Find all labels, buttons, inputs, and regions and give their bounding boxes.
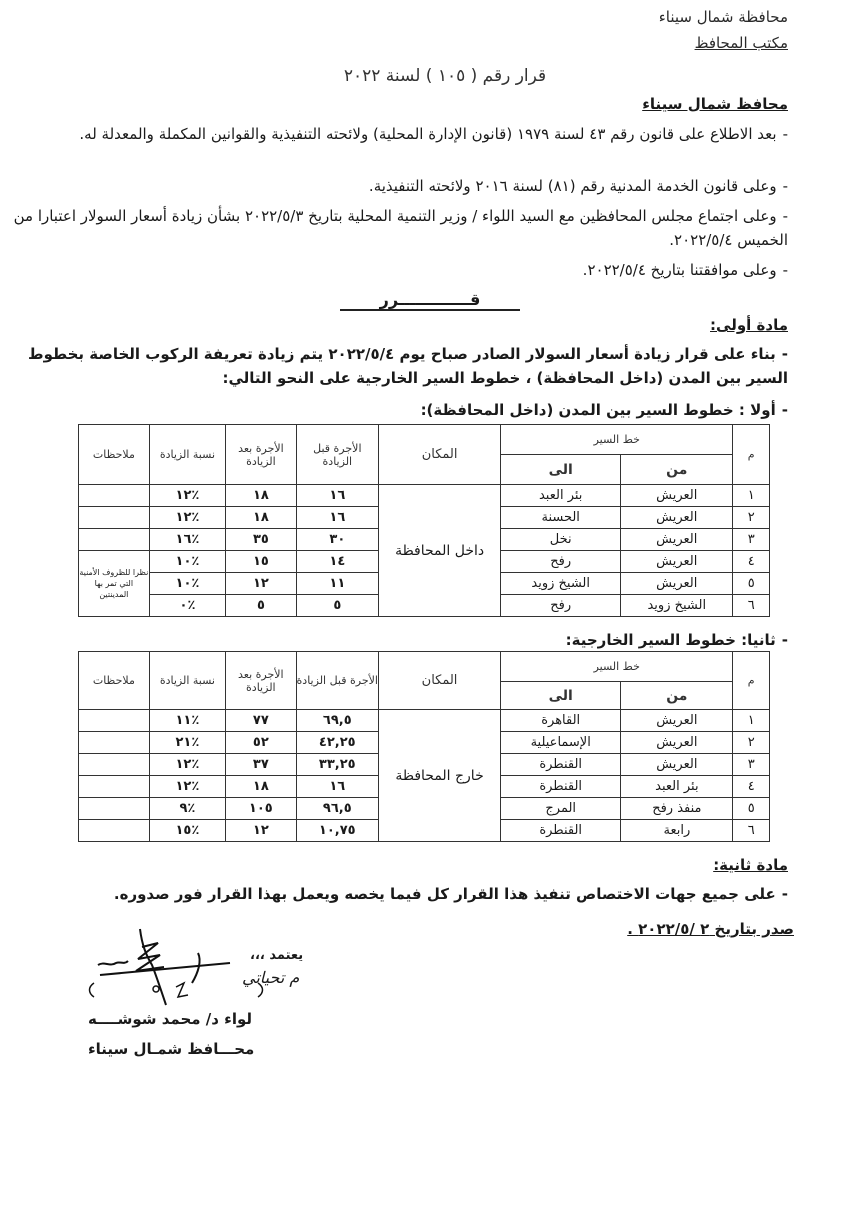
fare-before: ٣٠ [296,529,378,551]
route-to: نخل [501,529,621,551]
col-fare-before-header: الأجرة قبل الزيادة [296,425,378,485]
notes-cell [79,820,150,842]
handwritten-signature [80,925,270,1015]
fare-before: ١١ [296,573,378,595]
route-from: العريش [621,710,733,732]
col-num-header: م [733,652,770,710]
fare-before: ١٦ [296,776,378,798]
section-second-heading: -ثانيا: خطوط السير الخارجية: [565,631,788,649]
fare-after: ١٥ [226,551,297,573]
preamble-item: -وعلى اجتماع مجلس المحافظين مع السيد اللواء / وزير التنمية المحلية بتاريخ ٢٠٢٢/٥/٣ بشأن زيادة أسعار السولار اعتبارا من الخميس ٢٠٢٢/٥/٤. [13,207,788,249]
row-num: ٤ [733,776,770,798]
col-from-header: من [621,682,733,710]
fare-after: ١٢ [226,820,296,842]
route-to: القاهرة [501,710,621,732]
route-from: العريش [621,573,733,595]
col-from-header: من [621,455,733,485]
fare-after: ١٨ [226,485,297,507]
notes-cell [79,507,150,529]
article-one-heading: مادة أولى: [710,316,788,334]
col-fare-before-header: الأجرة قبل الزيادة [296,652,378,710]
route-to: القنطرة [501,754,621,776]
decision-title: قرار رقم ( ١٠٥ ) لسنة ٢٠٢٢ [343,66,547,86]
col-to-header: الى [501,682,621,710]
fare-before: ٥ [296,595,378,617]
increase-pct: ٪١٠ [149,573,225,595]
signatory-title: محـــافظ شمـال سيناء [88,1040,255,1058]
place-cell: داخل المحافظة [379,485,501,617]
handwritten-note: م تحياتي [242,968,300,987]
notes-cell [79,732,150,754]
issue-date: صدر بتاريخ ٢ /٢٠٢٢/٥ . [627,920,794,938]
fare-table-outside [78,651,770,842]
table-row [79,485,770,507]
notes-cell [79,776,150,798]
fare-table-inside [78,424,770,617]
office-header: مكتب المحافظ [694,34,788,52]
signatory-name: لواء د/ محمد شوشــــه [88,1010,253,1028]
fare-before: ٤٢,٢٥ [296,732,378,754]
increase-pct: ٪١٢ [149,754,225,776]
notes-cell [79,529,150,551]
route-from: العريش [621,529,733,551]
fare-after: ٣٧ [226,754,296,776]
route-from: العريش [621,551,733,573]
route-from: بئر العبد [621,776,733,798]
increase-pct: ٪١٦ [149,529,225,551]
fare-before: ٦٩,٥ [296,710,378,732]
fare-after: ١٨ [226,507,297,529]
fare-before: ٩٦,٥ [296,798,378,820]
col-notes-header: ملاحظات [79,652,150,710]
increase-pct: ٪١٢ [149,776,225,798]
route-from: العريش [621,485,733,507]
route-from: رابعة [621,820,733,842]
fare-before: ١٦ [296,507,378,529]
row-num: ١ [733,485,770,507]
fare-after: ٧٧ [226,710,296,732]
fare-before: ١٤ [296,551,378,573]
row-num: ٢ [733,507,770,529]
fare-after: ١٠٥ [226,798,296,820]
place-cell: خارج المحافظة [378,710,500,842]
fare-before: ٣٣,٢٥ [296,754,378,776]
row-num: ٣ [733,529,770,551]
fare-before: ١٦ [296,485,378,507]
row-num: ١ [733,710,770,732]
row-num: ٥ [733,798,770,820]
governorate-header: محافظة شمال سيناء [658,8,788,26]
route-to: القنطرة [501,776,621,798]
increase-pct: ٪١٢ [149,507,225,529]
col-to-header: الى [501,455,621,485]
fare-after: ٥ [226,595,297,617]
notes-cell [79,754,150,776]
route-from: العريش [621,754,733,776]
security-note: نظرا للظروف الأمنية التي تمر بها المدينتين [79,551,150,617]
row-num: ٦ [733,595,770,617]
notes-cell [79,485,150,507]
increase-pct: ٪٠ [149,595,225,617]
col-place-header: المكان [378,652,500,710]
route-to: رفح [501,595,621,617]
col-notes-header: ملاحظات [79,425,150,485]
row-num: ٦ [733,820,770,842]
increase-pct: ٪٢١ [149,732,225,754]
route-to: القنطرة [501,820,621,842]
table-row [79,710,770,732]
approval-label: يعتمد ،،، [250,948,304,963]
col-route-header: خط السير [501,425,733,455]
row-num: ٥ [733,573,770,595]
section-first-heading: -أولا : خطوط السير بين المدن (داخل المحافظة): [420,401,788,419]
article-two-heading: مادة ثانية: [713,856,788,874]
article-two-text: -على جميع جهات الاختصاص تنفيذ هذا القرار كل فيما يخصه ويعمل بهذا القرار فور صدوره. [113,885,788,903]
col-increase-header: نسبة الزيادة [149,425,225,485]
col-increase-header: نسبة الزيادة [149,652,225,710]
preamble-item: -وعلى موافقتنا بتاريخ ٢٠٢٢/٥/٤. [582,261,788,279]
fare-after: ١٢ [226,573,297,595]
increase-pct: ٪٩ [149,798,225,820]
increase-pct: ٪١٥ [149,820,225,842]
route-to: المرج [501,798,621,820]
increase-pct: ٪١٢ [149,485,225,507]
row-num: ٤ [733,551,770,573]
route-to: رفح [501,551,621,573]
route-from: الشيخ زويد [621,595,733,617]
route-to: الإسماعيلية [501,732,621,754]
route-from: العريش [621,732,733,754]
row-num: ٢ [733,732,770,754]
route-from: منفذ رفح [621,798,733,820]
preamble-item: -بعد الاطلاع على قانون رقم ٤٣ لسنة ١٩٧٩ (قانون الإدارة المحلية) ولائحته التنفيذية والقوانين المكملة والمعدلة له. [79,125,788,143]
row-num: ٣ [733,754,770,776]
fare-before: ١٠,٧٥ [296,820,378,842]
fare-after: ٣٥ [226,529,297,551]
col-route-header: خط السير [501,652,733,682]
article-one-text: -بناء على قرار زيادة أسعار السولار الصادر صباح يوم ٢٠٢٢/٥/٤ يتم زيادة تعريفة الركوب الخاصة بخطوط السير بين المدن (داخل المحافظة) ، خطوط السير الخارجية على النحو التالي: [27,345,788,387]
route-to: الشيخ زويد [501,573,621,595]
route-to: بئر العبد [501,485,621,507]
notes-cell [79,710,150,732]
increase-pct: ٪١١ [149,710,225,732]
fare-after: ٥٢ [226,732,296,754]
decides-heading: قـــــــــــــرر [340,290,520,311]
increase-pct: ٪١٠ [149,551,225,573]
preamble-item: -وعلى قانون الخدمة المدنية رقم (٨١) لسنة ٢٠١٦ ولائحته التنفيذية. [368,177,788,195]
route-to: الحسنة [501,507,621,529]
notes-cell [79,798,150,820]
col-fare-after-header: الأجرة بعد الزيادة [226,425,297,485]
col-place-header: المكان [379,425,501,485]
route-from: العريش [621,507,733,529]
issuer-heading: محافظ شمال سيناء [642,95,788,113]
fare-after: ١٨ [226,776,296,798]
col-fare-after-header: الأجرة بعد الزيادة [226,652,296,710]
col-num-header: م [733,425,770,485]
